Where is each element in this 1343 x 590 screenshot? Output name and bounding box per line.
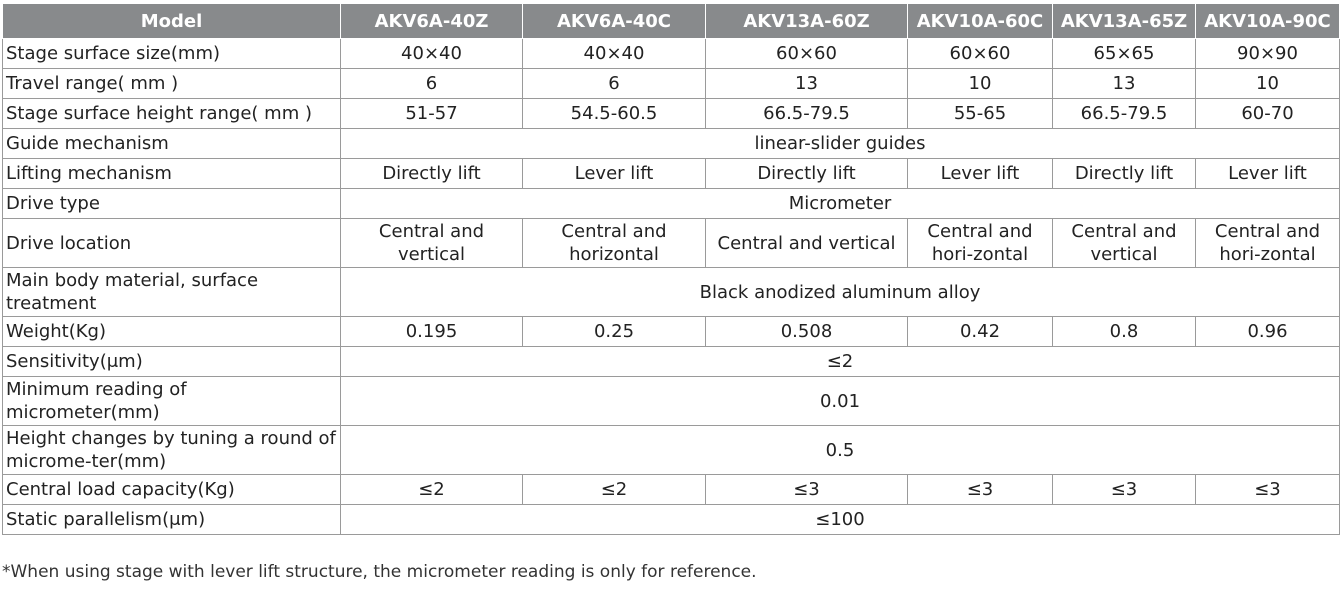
value-cell: 66.5-79.5	[706, 99, 908, 129]
row-label: Drive type	[3, 189, 341, 219]
row-label: Weight(Kg)	[3, 317, 341, 347]
value-cell: 54.5-60.5	[523, 99, 706, 129]
value-cell: 0.508	[706, 317, 908, 347]
value-cell: 13	[1053, 69, 1196, 99]
table-row	[3, 159, 1340, 189]
value-cell: 51-57	[341, 99, 523, 129]
table-row	[3, 426, 1340, 475]
row-label: Sensitivity(μm)	[3, 347, 341, 377]
merged-value-cell: 0.5	[341, 426, 1340, 475]
value-cell: Central and horizontal	[523, 219, 706, 268]
header-cell-model-3: AKV13A-60Z	[706, 4, 908, 39]
value-cell: ≤3	[1053, 475, 1196, 505]
value-cell: 90×90	[1196, 39, 1340, 69]
row-label: Guide mechanism	[3, 129, 341, 159]
table-row	[3, 129, 1340, 159]
value-cell: Directly lift	[341, 159, 523, 189]
value-cell: Central and hori-zontal	[1196, 219, 1340, 268]
value-cell: 10	[908, 69, 1053, 99]
footnote: *When using stage with lever lift structure, the micrometer reading is only for reference.	[2, 562, 757, 582]
row-label: Main body material, surface treatment	[3, 268, 341, 317]
value-cell: 66.5-79.5	[1053, 99, 1196, 129]
value-cell: Central and vertical	[706, 219, 908, 268]
row-label: Central load capacity(Kg)	[3, 475, 341, 505]
table-row	[3, 317, 1340, 347]
value-cell: 0.96	[1196, 317, 1340, 347]
table-row	[3, 268, 1340, 317]
row-label: Stage surface height range( mm )	[3, 99, 341, 129]
row-label: Height changes by tuning a round of microme-ter(mm)	[3, 426, 341, 475]
value-cell: Central and vertical	[1053, 219, 1196, 268]
value-cell: 13	[706, 69, 908, 99]
header-cell-model-6: AKV10A-90C	[1196, 4, 1340, 39]
value-cell: 10	[1196, 69, 1340, 99]
table-row	[3, 219, 1340, 268]
table-row	[3, 475, 1340, 505]
value-cell: 6	[523, 69, 706, 99]
table-row	[3, 377, 1340, 426]
value-cell: 40×40	[523, 39, 706, 69]
value-cell: Directly lift	[1053, 159, 1196, 189]
merged-value-cell: ≤2	[341, 347, 1340, 377]
value-cell: Lever lift	[523, 159, 706, 189]
value-cell: 0.42	[908, 317, 1053, 347]
value-cell: ≤3	[706, 475, 908, 505]
row-label: Minimum reading of micrometer(mm)	[3, 377, 341, 426]
row-label: Lifting mechanism	[3, 159, 341, 189]
spec-table-body	[3, 39, 1340, 535]
table-row	[3, 99, 1340, 129]
header-cell-model-4: AKV10A-60C	[908, 4, 1053, 39]
merged-value-cell: ≤100	[341, 505, 1340, 535]
value-cell: 60×60	[706, 39, 908, 69]
value-cell: 40×40	[341, 39, 523, 69]
value-cell: 60×60	[908, 39, 1053, 69]
header-cell-model-2: AKV6A-40C	[523, 4, 706, 39]
header-cell-model: Model	[3, 4, 341, 39]
merged-value-cell: 0.01	[341, 377, 1340, 426]
value-cell: ≤2	[341, 475, 523, 505]
merged-value-cell: Micrometer	[341, 189, 1340, 219]
value-cell: Central and hori-zontal	[908, 219, 1053, 268]
value-cell: 0.195	[341, 317, 523, 347]
row-label: Static parallelism(μm)	[3, 505, 341, 535]
value-cell: 55-65	[908, 99, 1053, 129]
header-row	[3, 4, 1340, 39]
value-cell: Lever lift	[1196, 159, 1340, 189]
value-cell: ≤3	[1196, 475, 1340, 505]
table-row	[3, 39, 1340, 69]
value-cell: 6	[341, 69, 523, 99]
table-row	[3, 347, 1340, 377]
value-cell: Central and vertical	[341, 219, 523, 268]
value-cell: ≤3	[908, 475, 1053, 505]
header-cell-model-5: AKV13A-65Z	[1053, 4, 1196, 39]
table-row	[3, 69, 1340, 99]
header-cell-model-1: AKV6A-40Z	[341, 4, 523, 39]
value-cell: 65×65	[1053, 39, 1196, 69]
value-cell: Directly lift	[706, 159, 908, 189]
value-cell: Lever lift	[908, 159, 1053, 189]
value-cell: 0.8	[1053, 317, 1196, 347]
value-cell: ≤2	[523, 475, 706, 505]
table-row	[3, 189, 1340, 219]
row-label: Drive location	[3, 219, 341, 268]
merged-value-cell: Black anodized aluminum alloy	[341, 268, 1340, 317]
row-label: Stage surface size(mm)	[3, 39, 341, 69]
spec-table	[2, 3, 1340, 535]
value-cell: 0.25	[523, 317, 706, 347]
row-label: Travel range( mm )	[3, 69, 341, 99]
value-cell: 60-70	[1196, 99, 1340, 129]
merged-value-cell: linear-slider guides	[341, 129, 1340, 159]
table-row	[3, 505, 1340, 535]
